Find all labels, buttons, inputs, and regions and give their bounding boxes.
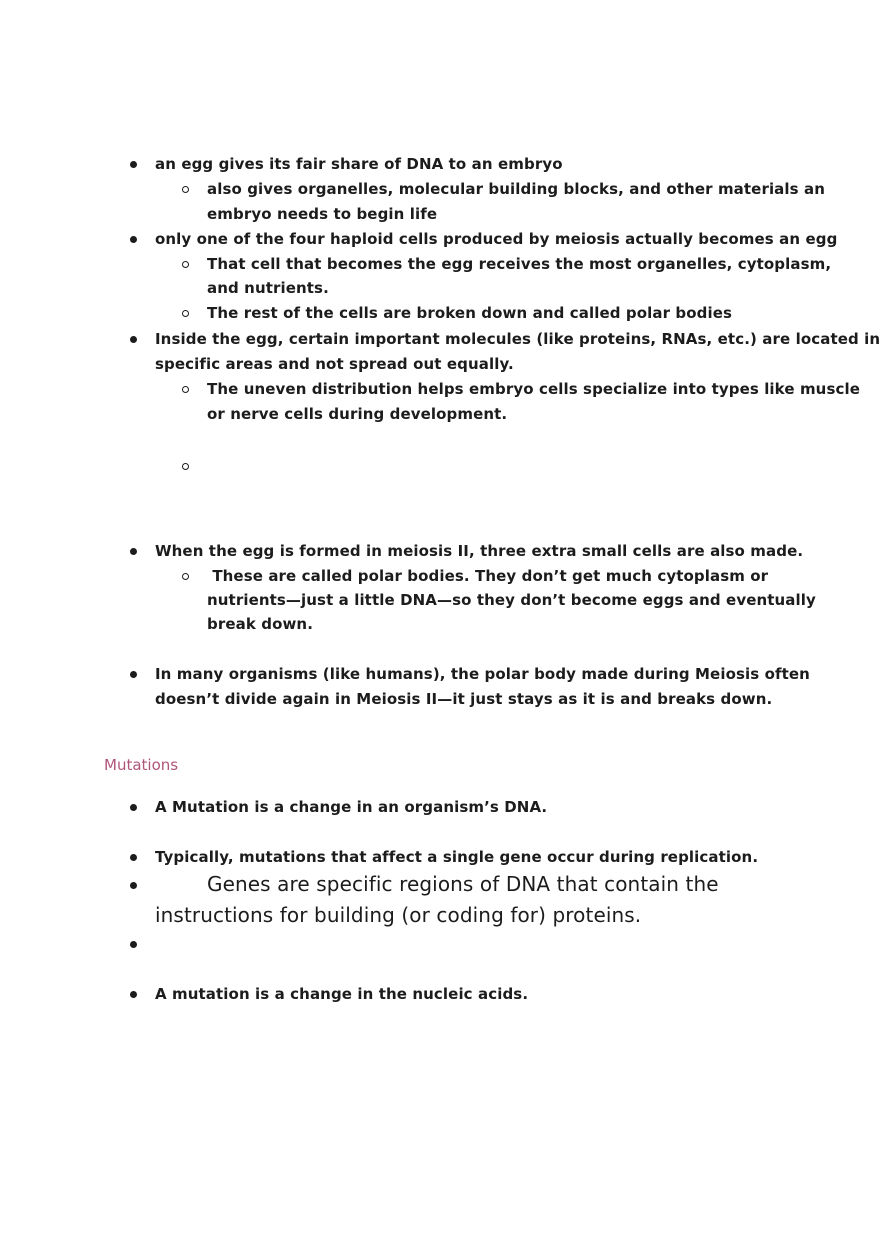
list-item-text: In many organisms (like humans), the polar body made during Meiosis often	[155, 665, 810, 683]
list-item-text: doesn’t divide again in Meiosis II—it just stays as it is and breaks down.	[155, 690, 773, 708]
sub-item-text: That cell that becomes the egg receives the most organelles, cytoplasm,	[207, 255, 832, 273]
bullet-dot	[130, 882, 137, 889]
list-item-text-large: instructions for building (or coding for) proteins.	[155, 903, 642, 927]
bullet-dot	[130, 804, 137, 811]
list-item-text: specific areas and not spread out equally.	[155, 355, 514, 373]
sub-item-text: The rest of the cells are broken down and called polar bodies	[207, 304, 733, 322]
sub-bullet-circle	[182, 186, 189, 193]
list-item-text: When the egg is formed in meiosis II, three extra small cells are also made.	[155, 542, 804, 560]
sub-item-text: break down.	[207, 615, 314, 633]
list-item-text: Typically, mutations that affect a single gene occur during replication.	[155, 848, 759, 866]
sub-bullet-circle-empty	[182, 463, 189, 470]
sub-bullet-circle	[182, 261, 189, 268]
list-item-text-large: Genes are specific regions of DNA that contain the	[207, 872, 719, 896]
bullet-dot	[130, 991, 137, 998]
list-item-text: A mutation is a change in the nucleic acids.	[155, 985, 529, 1003]
list-item-text: an egg gives its fair share of DNA to an embryo	[155, 155, 563, 173]
bullet-dot-empty	[130, 941, 137, 948]
section-heading: Mutations	[104, 756, 179, 774]
bullet-dot	[130, 161, 137, 168]
sub-bullet-circle	[182, 310, 189, 317]
list-item-text: only one of the four haploid cells produced by meiosis actually becomes an egg	[155, 230, 838, 248]
sub-item-text: also gives organelles, molecular building blocks, and other materials an	[207, 180, 825, 198]
bullet-dot	[130, 854, 137, 861]
sub-item-text: or nerve cells during development.	[207, 405, 508, 423]
sub-bullet-circle	[182, 386, 189, 393]
sub-bullet-circle	[182, 573, 189, 580]
sub-item-text: These are called polar bodies. They don’t get much cytoplasm or	[207, 567, 769, 585]
sub-item-text: embryo needs to begin life	[207, 205, 438, 223]
bullet-dot	[130, 236, 137, 243]
sub-item-text: and nutrients.	[207, 279, 329, 297]
sub-item-text: nutrients—just a little DNA—so they don’t become eggs and eventually	[207, 591, 816, 609]
bullet-dot	[130, 548, 137, 555]
sub-item-text: The uneven distribution helps embryo cells specialize into types like muscle	[207, 380, 860, 398]
bullet-dot	[130, 671, 137, 678]
list-item-text: A Mutation is a change in an organism’s DNA.	[155, 798, 548, 816]
bullet-dot	[130, 336, 137, 343]
list-item-text: Inside the egg, certain important molecules (like proteins, RNAs, etc.) are located in	[155, 330, 880, 348]
